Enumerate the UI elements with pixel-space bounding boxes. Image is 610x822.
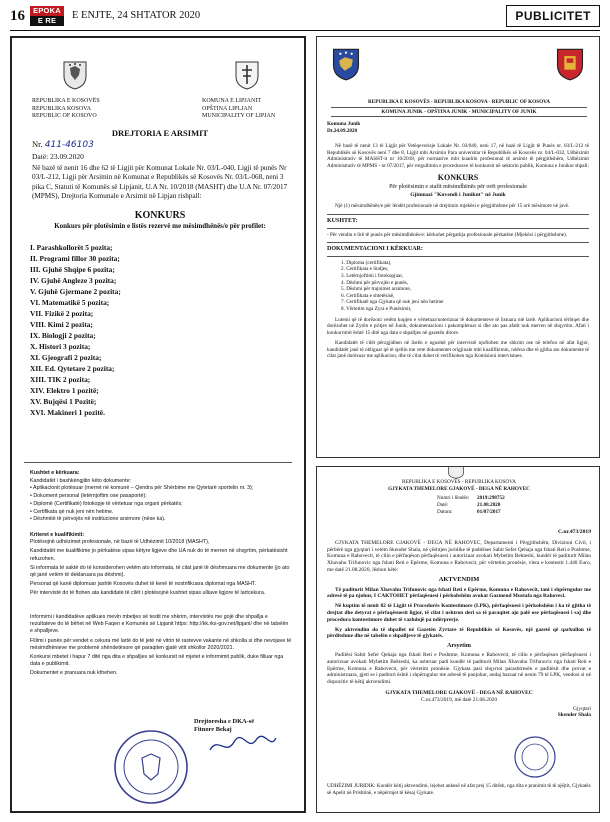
junik-emblem-icon [555, 47, 585, 81]
reasoning-title: Arsyetim [447, 643, 471, 650]
position-item: V. Gjuhë Gjermane 2 pozita; [30, 287, 121, 296]
requirement-item: • Certifikata që nuk jeni nën hetime. [30, 508, 114, 515]
position-item: VII. Fizikë 2 pozita; [30, 309, 94, 318]
header-line: GJYKATA THEMELORE GJAKOVË - DEGA NË RAHOVEC [388, 485, 530, 492]
order-title: AKTVENDIM [438, 575, 480, 583]
header-line: REPUBLIKA E KOSOVËS - REPUBLIKA KOSOVA - REPUBLIC OF KOSOVA [368, 99, 550, 105]
court-stamp-icon [513, 735, 557, 779]
court-intro: GJYKATA THEMELORE GJAKOVË - DEGA NË RAHOVEC, Departamenti i Përgjithshëm, Divizioni Civil, i përbërë nga gjyqtari i vetëm Skender Shala, në çështjen juridike të paditëses Sabit Sefer Qehaja nga fshati Reti e Poshtme, Komuna e Rahovecit, të cilin e përfaqëson përfaqësuesi i autorizuar avokati Mybetim Bekteshi, kundër të paditurit Milan Xhavahu Trifunovic nga fshati Reti e Epërme, Komuna e Rahovecit, për vërtetim pronësie, vlera e kontestit 1.440 Euro, me datë 21.08.2020, lëshon këtë: [327, 539, 591, 573]
court-order-notice [316, 466, 600, 813]
info-paragraph: Fillimi i punës për vendet e cekura më lartë do të jetë në vitrin të rastevve vakante në shkolla si dhe nevojave të mësimdhënieve me problemë shëndetësore që paraqiten gjatë vitit shkollor 2020/2021. [30, 637, 292, 651]
criteria-title: Kriteret e kualifikimit: [30, 532, 85, 538]
legal-intro: Në bazë të nenit 13 të Ligjit për Vetëqeverisje Lokale Nr. 03/040, neni 17, në bazë të Ligjit të Punës nr. 03/L-212 të Republikës së Kosovës neni 7 dhe 8, Ligjit mbi Arsimin Para universitar të Republikës së Kosovës nr. 04/L-032, Udhëzimit Administrativ të MASHT-it nr 10/2018, për normative mbi kuadrin profesional të arsimit të përgjithshëm, Udhëzimit Administrativ të MPMS - nr 07/2017, për rregullimin e procedurave të konkursit në sektorin publik, Komuna e Junikut shpall: [327, 143, 589, 169]
signature-name: Fitnore Bekaj [194, 726, 232, 733]
position-item: X. Histori 3 pozita; [30, 342, 91, 351]
closing-text: Kandidatët të cilët përzgjidhen në listën e ngushtë për intervistë njoftohen me shkrim ose në telefon në afat ligjor, kandidatët janë të obliguar që të sjellin me vete dokumentet origjinale mbi kualifikimin, ndërsa dhe të gjitha ato dokumente të cilat janë dorëzuar me aplikacion, dhe të cilat duhet të verifikohen nga Komisioni intervistues. [327, 340, 589, 360]
requirements-section [30, 470, 292, 524]
handwritten-signature-icon [208, 732, 278, 758]
criteria-item: Personat që kanë diplomuar jashtë Kosovës duhet të kenë të nostrifikuara diplomat nga MASHT. [30, 581, 257, 588]
section-label: PUBLICITET [506, 5, 600, 27]
header-left-line: REPUBLIKA KOSOVA [32, 105, 92, 112]
document-item: 6. Certifikata e shtetësisë, [341, 292, 395, 299]
requirement-item: • Dëshmitë të përvojës në institucione arsimore (nëse ka). [30, 516, 166, 523]
order-point: Në kuptim të nenit 82 të Ligjit të Procedurës Kontestimore (LPK), përfaqësuesi i përkohshëm i ka të gjitha të drejtat dhe detyrat e përfaqësuesit ligjor, të cilat i ushtron deri sa të paraqitet ajo palë ose përfaqësuesi i saj dhe procedura kontestimore duhet të vazhdojë pa ndërprerje. [327, 603, 591, 623]
header-line: REPUBLIKA E KOSOVËS - REPUBLIKA KOSOVA [402, 479, 516, 485]
info-paragraph: Konkursi mbetet i hapur 7 ditë nga dita e shpalljes së konkursit në mjetet e informimit publik, duke filluar nga data e publikimit. [30, 654, 284, 668]
konkurs-title: KONKURS [134, 210, 186, 221]
header-right-line: MUNICIPALITY OF LIPJAN [202, 113, 276, 120]
header-divider [10, 30, 600, 31]
issue-date: E ENJTE, 24 SHTATOR 2020 [72, 10, 201, 21]
konkurs-subtitle: Konkurs për plotësimin e listës rezervë me mësimdhënës/e për profilet: [54, 222, 266, 230]
document-item: 4. Dëshmi për përvojën e punës, [341, 279, 408, 286]
junik-konkurs-notice [316, 36, 600, 458]
document-item: 7. Certifikatë nga Gjykata që nuk jeni nën hetime [341, 299, 444, 306]
document-item: 1. Diploma (certifikata), [341, 259, 392, 266]
section-divider [24, 462, 292, 463]
document-item: 2. Certifikata e lindjes, [341, 266, 389, 273]
header-left-line: REPUBLIC OF KOSOVO [32, 113, 97, 120]
legal-intro: Në bazë të nenit 16 dhe 62 të Ligjit për Komunat Lokale Nr. 03/L-040, Ligji të punës Nr 03/L-212, Ligji për Arsimin në Komunat e Republikës së Kosovës Nr. 03/L-068, neni 3 pika C, Statuti të Komunës së Lipjanit, U.A Nr. 10/2018 (MASHT) dhe U.A Nr. 07/2017 (MPMS), Drejtoria Komunale e Arsimit në Lipjan rishpall: [32, 164, 288, 201]
order-point: Ky aktvendim do të shpallet në Gazetën Zyrtare të Republikës së Kosovës, një gazetë që qarkullon të përditshme dhe në tabelën e shpalljeve të gjykatës. [327, 626, 591, 640]
order-point: Të paditurit Milan Xhavahu Trifunovic nga fshati Reti e Epërme, Komuna e Rahovecit, tani i shpërngulur me adresë të pa njohur, I CAKTOHET përfaqësuesi i përkohshëm avokat Gazmend Mustafa nga Rahoveci. [327, 586, 591, 600]
criteria-list [30, 539, 292, 597]
position-need: Një (1) mësimdhënës/e për lëndët profesionale në drejtimin mjekësi e përgjithshme për 15 orë mësimore në javë. [335, 203, 570, 210]
criteria-item: Kandidatët me kualifikime jo përkatëse sipas këtyre ligjeve dhe UA nuk do të merren në shqyrtim, përkatësisht refuzohen. [30, 548, 288, 562]
info-paragraph: Dokumentet e pranuara nuk kthehen. [30, 670, 118, 677]
logo-bottom: E RE [30, 16, 64, 26]
reference-value: 411-46103 [44, 140, 94, 150]
position-item: XII. Ed. Qytetare 2 pozita; [30, 364, 115, 373]
junik-header [317, 99, 600, 118]
requirements-list [30, 485, 292, 523]
position-item: VI. Matematikë 5 pozita; [30, 298, 110, 307]
conditions-title: KUSHTET: [327, 217, 358, 224]
position-item: XVI. Makineri 1 pozitë. [30, 408, 105, 417]
page-number: 16 [10, 8, 25, 24]
meta-label: Datum: [437, 509, 453, 515]
header-line: KOMUNA JUNIK - OPŠTINA JUNIK - MUNICIPALITY OF JUNIK [381, 108, 537, 115]
document-item: 8. Vërtetim nga Zyra e Punësimit, [341, 305, 412, 312]
meta-value: 2019:298752 [477, 495, 505, 501]
document-item: 5. Dëshmi për trajnimet arsimore, [341, 286, 412, 293]
info-paragraph: Informimi i kandidatëve aplikues mevln mbetjes së testit me shkrim, intervistës me gojë dhe shpallja e rezultateve do të bëhet në Web Faqen e Komunës së Lipjanit https: http://kk.rks-gov.net/lipjani/ dhe në tabelën e shpalljeve. [30, 614, 289, 635]
criteria-item: Plotësojnë udhëzimet profesionale, në bazë të Udhëzimit 10/2018 (MASHT), [30, 539, 210, 546]
meta-value: 21.08.2020 [477, 502, 501, 508]
position-item: IV. Gjuhë Angleze 3 pozita; [30, 276, 117, 285]
criteria-item: Si informata të saktë do të konsiderohen vetëm ato informata, të cilat janë të dëshmuara me dokumente (jo ato që janë vetëm të deklaruara pa dëshmi). [30, 564, 290, 579]
requirement-item: • Dokument personal (letërnjoftim ose pasaportë); [30, 493, 147, 500]
documents-list [327, 260, 589, 313]
court-header [317, 479, 600, 492]
case-meta [437, 495, 587, 516]
position-item: I. Parashkollorët 5 pozita; [30, 243, 113, 252]
footer-judge: Skender Shala [557, 712, 591, 719]
header-left-line: REPUBLIKA E KOSOVËS [32, 98, 100, 104]
header-right [202, 98, 306, 121]
header-left [32, 98, 152, 121]
requirements-title: Kushtet e kërkuara: [30, 470, 80, 476]
meta-value: 01/07/2017 [477, 509, 501, 515]
case-number: C.nr.473/2019 [557, 529, 591, 535]
header-right-line: KOMUNA E LIPJANIT [202, 98, 261, 104]
info-section [30, 614, 292, 680]
reference-label: Nr. [32, 139, 43, 149]
meta-label: Numri i lëndës: [437, 495, 470, 501]
footer-case: C.nr.473/2019, më datë 21.08.2020 [420, 696, 498, 703]
lipjan-education-notice [10, 36, 306, 813]
position-item: III. Gjuhë Shqipe 6 pozita; [30, 265, 115, 274]
position-item: IX. Biologji 2 pozita; [30, 331, 96, 340]
position-item: XI. Gjeografi 2 pozita; [30, 353, 102, 362]
conditions-text: - Për vendin e lirë të punës për mësimdhënës/e: kërkohet përgatitja profesionale përkatëse (Mjekësi i përgjithshme). [327, 231, 568, 238]
requirements-intro: Kandidatët i bashkëngjitin këto dokumente: [30, 477, 132, 484]
requirement-item: • Diplomë (Certifikatë) fotokopje të vërtetuar nga organi përkatës; [30, 500, 183, 507]
ref-date: Dt.24.09.2020 [327, 128, 358, 134]
ref-name: Komuna Junik [327, 121, 361, 127]
school-name: Gjimnazi "Kuvendi i Junikut" në Junik [410, 192, 506, 199]
court-body [327, 529, 591, 719]
newspaper-logo [30, 6, 64, 26]
notice-date: Datë: 23.09.2020 [32, 152, 84, 161]
reasoning-text: Paditësi Sabit Sefer Qehaja nga fshati Reti e Poshtme, Komuna e Rahovecit, të cilin e përfaqëson përfaqësuesi i autorizuar avokati Mybetim Bekteshi, ka ushtruar padi kundër të paditurit Milan Xhavahu Trifunovic nga fshati Reti e Epërme, Komuna e Rahovecit, për vërtetim pronësie. Gjykata pasi shqyrtoi parashtresën e paditësit dhe provat e administruara, gjeti se i padituri është i shpërngulur me adresë të panjohur, andaj bazuar në nenin 79 të LPK, vendosi si në dispozitiv të këtij aktvendimi. [327, 651, 591, 686]
header-right-line: OPŠTINA LIPLJAN [202, 105, 253, 112]
logo-top: EPOKA [33, 6, 61, 15]
junik-body [327, 143, 589, 364]
requirement-item: • Aplikacionit plotësuar (merret në komunë – Qendra për Shërbime me Qytetarë sportelin nr. 3); [30, 485, 254, 492]
official-stamp-icon [112, 728, 190, 806]
signature-title: Drejtoresha e DKA-së [194, 718, 255, 725]
criteria-item: Për intervistë do të ftohen ata kandidatë të cilët i plotësojnë kushtet sipas ulliave ligjore të lartcekura. [30, 590, 266, 597]
positions-list [30, 242, 230, 418]
position-item: VIII. Kimi 2 pozita; [30, 320, 93, 329]
position-item: XV. Bujqësi 1 Pozitë; [30, 397, 97, 406]
konkurs-subtitle: Për plotësimin e stafit mësimdhënës për orët profesionale [389, 184, 527, 191]
lipjan-emblem-icon [234, 60, 260, 90]
closing-text: Lutemi që të dorëzoni vetëm kopjen e vërtetuar/noterizuar të dokumenteve të listuara më lartë. Aplikacioni tërhiqet dhe dorëzohet në Zyrën e pritjes në Junik, dokumentacioni i pakompletuar si dhe ato pas afatit nuk merren në shqyrtim. Afati i konkurrimit është 15 ditë nga data e shpalljes në gazetën ditore. [327, 316, 589, 336]
footer-judge-label: Gjyqtari [573, 705, 591, 712]
footer-court: GJYKATA THEMELORE GJAKOVË - DEGA NË RAHOVEC [385, 689, 533, 696]
kosovo-emblem-icon [62, 60, 88, 90]
position-item: XIII. TIK 2 pozita; [30, 375, 91, 384]
department-title: DREJTORIA E ARSIMIT [111, 128, 209, 138]
document-item: 3. Letërnjoftimi i fotokopjuar, [341, 272, 404, 279]
reference-number [32, 139, 94, 150]
criteria-section [30, 532, 292, 600]
position-item: II. Programi fillor 30 pozita; [30, 254, 120, 263]
legal-instruction: UDHËZIMI JURIDIK: Kundër këtij aktvendimi, lejohet ankesë në afat prej 15 ditësh, nga dita e pranimit të të njëjtit, Gjykatës së Apelit në Prishtinë, e nëpërmjet të kësaj Gjykate. [327, 783, 591, 796]
kosovo-coat-of-arms-icon [331, 47, 361, 81]
konkurs-title: KONKURS [437, 173, 479, 183]
meta-label: Datë: [437, 502, 449, 508]
position-item: XIV. Elektro 1 pozitë; [30, 386, 99, 395]
documents-title: DOKUMENTACIONI I KËRKUAR: [327, 246, 423, 253]
page-header [0, 0, 610, 34]
court-emblem-icon [447, 466, 465, 479]
